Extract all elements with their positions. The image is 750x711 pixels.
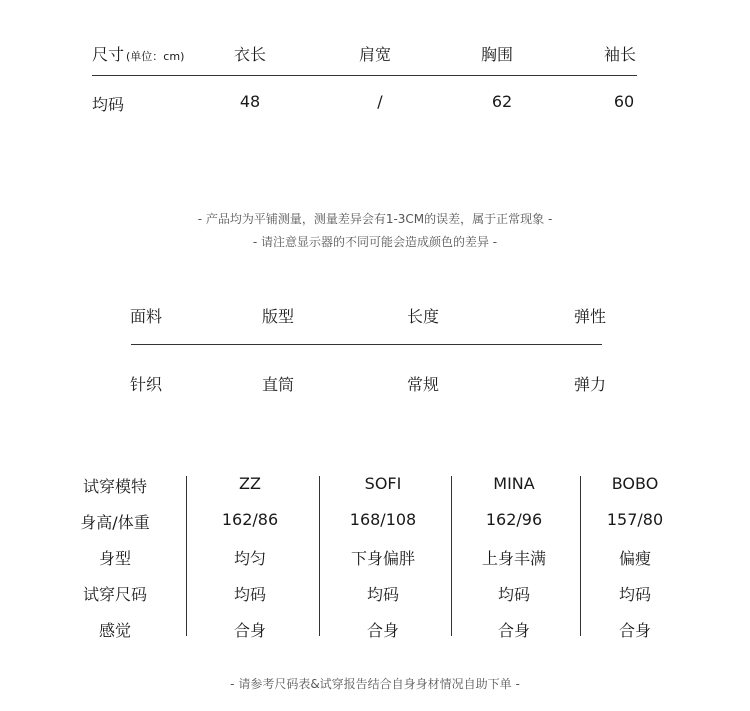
model-name: SOFI [364,474,402,493]
value-length: 48 [239,92,261,111]
header-fabric: 面料 [129,307,162,326]
value-chest: 62 [491,92,513,111]
model-try-size: 均码 [233,585,266,604]
size-table-row [0,92,750,116]
model-try-size: 均码 [366,585,399,604]
column-divider [451,476,452,636]
value-sleeve: 60 [613,92,635,111]
value-shoulder: / [377,92,383,111]
header-fit: 版型 [261,307,294,326]
label-height-weight: 身高/体重 [80,513,150,532]
model-body: 偏瘦 [618,549,651,568]
column-divider [319,476,320,636]
model-body: 下身偏胖 [350,549,415,568]
fabric-table-header [0,304,750,328]
header-chest: 胸围 [480,45,513,64]
label-try-size: 试穿尺码 [82,585,147,604]
size-table-divider [92,75,637,76]
value-fit: 直筒 [261,375,294,394]
header-shoulder: 肩宽 [358,45,391,64]
model-size: 162/96 [485,510,543,529]
model-feel: 合身 [366,621,399,640]
model-size: 157/80 [606,510,664,529]
model-name: ZZ [239,474,261,493]
unit-note: (单位：cm) [126,50,185,63]
header-size-label: 尺寸 [92,45,125,64]
header-elasticity: 弹性 [573,307,606,326]
model-try-size: 均码 [618,585,651,604]
size-table-header [0,42,750,66]
model-name: BOBO [611,474,659,493]
header-length-type: 长度 [406,307,439,326]
model-feel: 合身 [618,621,651,640]
value-length-type: 常规 [406,375,439,394]
model-feel: 合身 [233,621,266,640]
label-body-type: 身型 [98,549,131,568]
color-note: - 请注意显示器的不同可能会造成颜色的差异 - [252,235,498,249]
column-divider [580,476,581,636]
label-feel: 感觉 [98,621,131,640]
measurement-note: - 产品均为平铺测量，测量差异会有1-3CM的误差，属于正常现象 - [197,212,553,226]
model-try-size: 均码 [497,585,530,604]
value-fabric: 针织 [129,375,162,394]
header-length: 衣长 [233,45,266,64]
label-model: 试穿模特 [82,477,147,496]
footer-note: - 请参考尺码表&试穿报告结合自身身材情况自助下单 - [230,677,520,691]
model-feel: 合身 [497,621,530,640]
row-label: 均码 [92,95,125,114]
model-size: 168/108 [349,510,417,529]
header-sleeve: 袖长 [603,45,636,64]
model-name: MINA [493,474,535,493]
fabric-table-divider [131,344,602,345]
header-size [92,42,184,65]
value-elasticity: 弹力 [573,375,606,394]
fabric-table-row [0,372,750,396]
model-body: 上身丰满 [481,549,546,568]
model-size: 162/86 [221,510,279,529]
model-body: 均匀 [233,549,266,568]
column-divider [186,476,187,636]
